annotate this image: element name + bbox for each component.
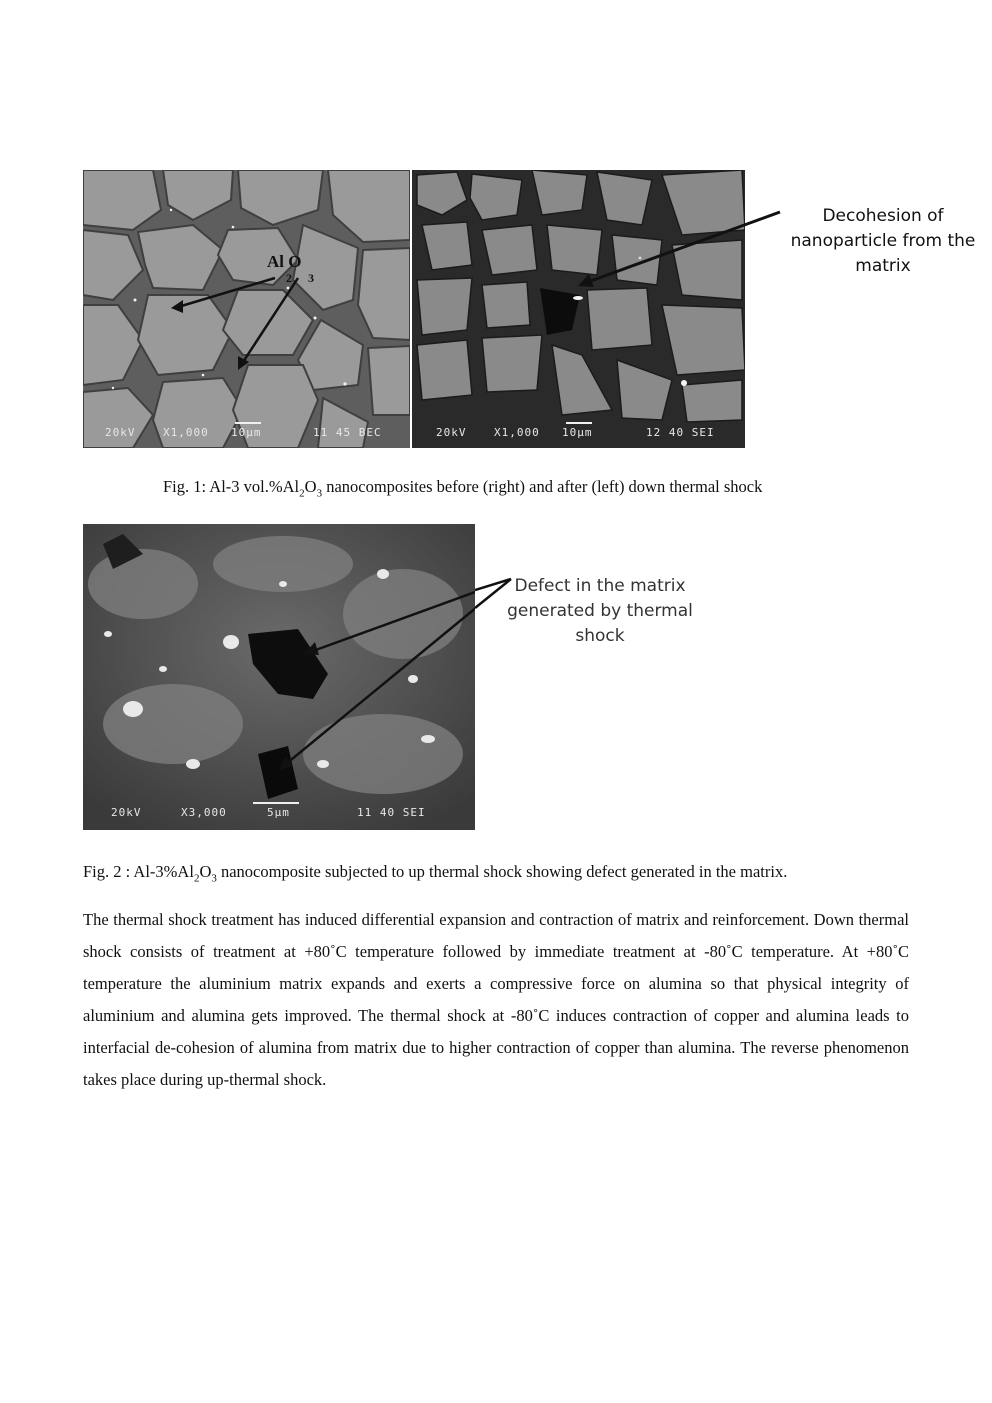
figure-1-caption: Fig. 1: Al-3 $vol.\%Al_2O_3$ nanocomposites before (right) and after (left) down thermal shock xyxy=(163,477,763,500)
scale-label: 10µm xyxy=(231,426,262,439)
image-info-label: 11 45 BEC xyxy=(313,426,382,439)
figure-1 xyxy=(83,170,983,500)
decohesion-arrow xyxy=(83,170,803,448)
alumina-subscript-3: 3 xyxy=(308,271,314,285)
body-paragraph: The thermal shock treatment has induced differential expansion and contraction of matrix and reinforcement. Down thermal shock consists of treatment at +80˚C temperature followed by immediate treatment at -80˚C temperature. At +80˚C temperature the aluminium matrix expands and exerts a compressive force on alumina so that physical integrity of aluminium and alumina gets improved. The thermal shock at -80˚C induces contraction of copper and alumina leads to interfacial de-cohesion of alumina from matrix due to higher contraction of copper than alumina. The reverse phenomenon takes place during up-thermal shock. xyxy=(83,910,909,1089)
sem-image-fig2 xyxy=(83,524,475,830)
figure-2-caption: Fig. 2 : $Al-3\%Al_2O_3$ nanocomposite subjected to up thermal shock showing defect generated in the matrix. xyxy=(83,862,788,885)
scale-label: 10µm xyxy=(562,426,593,439)
voltage-label: 20kV xyxy=(111,806,142,819)
magnification-label: X1,000 xyxy=(494,426,540,439)
voltage-label: 20kV xyxy=(436,426,467,439)
alumina-subscript-2: 2 xyxy=(286,271,292,285)
magnification-label: X1,000 xyxy=(163,426,209,439)
voltage-label: 20kV xyxy=(105,426,136,439)
image-info-label: 11 40 SEI xyxy=(357,806,426,819)
alumina-label: Al O xyxy=(267,252,302,271)
sem-microstructure-fig2 xyxy=(83,524,475,830)
scale-bar xyxy=(253,802,299,804)
image-info-label: 12 40 SEI xyxy=(646,426,715,439)
sem-databar-fig2 xyxy=(83,798,475,830)
defect-callout: Defect in the matrix generated by thermal shock xyxy=(507,576,693,646)
magnification-label: X3,000 xyxy=(181,806,227,819)
decohesion-callout: Decohesion of nanoparticle from the matrix xyxy=(790,206,976,276)
scale-label: 5µm xyxy=(267,806,290,819)
